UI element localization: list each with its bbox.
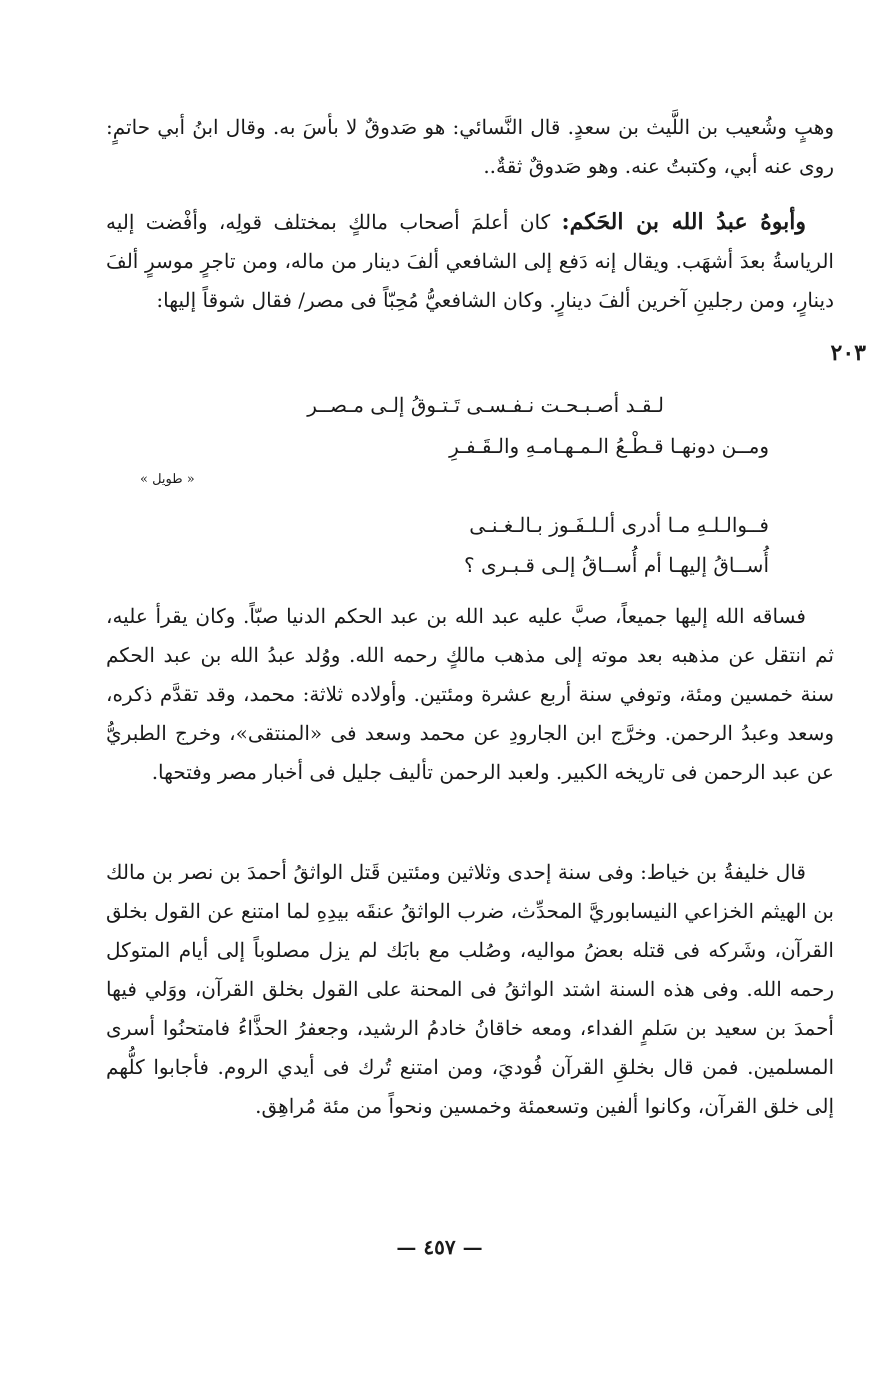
poem-verse-1-first-hemistich: لـقـد أصـبـحـت نـفـسـى تَـتـوقُ إلـى مـصــر: [307, 393, 664, 417]
paragraph-after-poem: [106, 597, 834, 792]
paragraph-abdullah-ibn-al-hakam: [106, 203, 834, 320]
paragraph-continuation: [106, 108, 834, 186]
paragraph-text: وهبٍ وشُعيب بن اللَّيث بن سعدٍ. قال النَّسائي: هو صَدوقٌ لا بأسَ به. وقال ابنُ أبي حاتمٍ: روى عنه أبي، وكتبتُ عنه. وهو صَدوقٌ ثقةٌ..: [106, 115, 834, 178]
poem-meter-label: « طويل »: [140, 472, 195, 487]
paragraph-text: فساقه الله إليها جميعاً، صبَّ عليه عبد الله بن عبد الحكم الدنيا صبّاً. وكان يقرأ عليه، ثم انتقل عن مذهبه بعد موته إلى مذهب مالكٍ رحمه الله. ووُلد عبدُ الله بن عبد الحكم سنة خمسين ومئة، وتوفي سنة أربع عشرة ومئتين. وأولاده ثلاثة: محمد، وقد تقدَّم ذكره، وسعد وعبدُ الرحمن. وخرَّج ابن الجارودِ عن محمد وسعد فى «المنتقى»، وخرج الطبريُّ عن عبد الرحمن فى تاريخه الكبير. ولعبد الرحمن تأليف جليل فى أخبار مصر وفتحها.: [106, 604, 834, 784]
poem-verse-1-second-hemistich: ومــن دونهـا قـطْـعُ الـمـهـامـهِ والـقَـفـرِ: [449, 434, 769, 458]
page-number: — ٤٥٧ —: [396, 1235, 483, 1259]
poem-verse-2-first-hemistich: فــوالـلـهِ مـا أدرى ألـلـفَـوز بـالـغـنـى: [469, 513, 769, 537]
paragraph-text: قال خليفةُ بن خياط: وفى سنة إحدى وثلاثين ومئتين قَتل الواثقُ أحمدَ بن نصر بن مالك بن الهيثم الخزاعي النيسابوريَّ المحدِّث، ضرب الواثقُ عنقَه بيدِهِ لما امتنع عن القول بخلق القرآن، وشَركه فى قتله بعضُ مواليه، وصُلب مع بابَك لم يزل مصلوباً إلى أيام المتوكل رحمه الله. وفى هذه السنة اشتد الواثقُ فى المحنة على القول بخلق القرآن، ووَلي فيها أحمدَ بن سعيد بن سَلمٍ الفداء، ومعه خاقانُ خادمُ الرشيد، وجعفرُ الحذَّاءُ فامتحنُوا أسرى المسلمين. فمن قال بخلقِ القرآن فُوديَ، ومن امتنع تُرك فى أيدي الروم. فأجابوا كلُّهم إلى خلق القرآن، وكانوا ألفين وتسعمئة وخمسين ونحواً من مئة مُراهِق.: [106, 860, 834, 1118]
poem-verse-2-second-hemistich: أُســاقُ إليهـا أم أُســاقُ إلـى قـبـرى ؟: [463, 553, 769, 577]
entry-body: كان أعلمَ أصحاب مالكٍ بمختلف قولِه، وأفْضت إليه الرياسةُ بعدَ أشهَب. ويقال إنه دَفع إلى الشافعي ألفَ دينار من ماله، ومن تاجرٍ موسرٍ ألفَ دينارٍ، ومن رجلينِ آخرين ألفَ دينارٍ. وكان الشافعيُّ مُحِبّاً فى مصر/ فقال شوقاً إليها:: [106, 210, 834, 312]
margin-reference-number: ٢٠٣: [830, 340, 866, 366]
paragraph-text: [106, 203, 834, 320]
paragraph-khalifa-ibn-khayyat: [106, 853, 834, 1126]
entry-heading-name: وأبوهُ عبدُ الله بن الحَكم:: [561, 209, 806, 235]
